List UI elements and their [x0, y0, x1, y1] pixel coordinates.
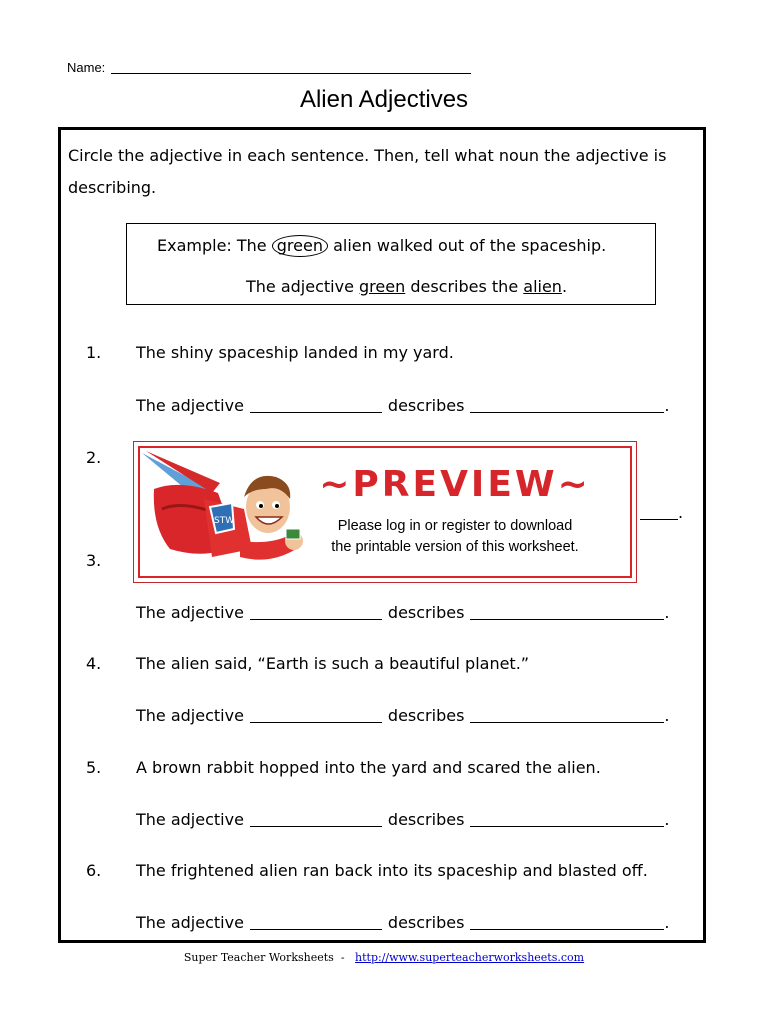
- example-answer-adjective: green: [359, 277, 406, 296]
- noun-blank[interactable]: [640, 505, 678, 520]
- question-number: 2.: [86, 448, 102, 467]
- example-answer-middle: describes the: [410, 277, 519, 296]
- noun-blank[interactable]: [470, 812, 664, 827]
- example-answer-end: .: [561, 277, 568, 296]
- answer-line: [136, 603, 670, 622]
- answer-end: .: [664, 810, 670, 829]
- answer-before: The adjective: [136, 913, 244, 932]
- name-field: [67, 60, 487, 75]
- answer-before: The adjective: [136, 810, 244, 829]
- example-prefix: Example: The: [157, 236, 267, 255]
- adjective-blank[interactable]: [250, 398, 382, 413]
- answer-before: The adjective: [136, 396, 244, 415]
- superhero-teacher-icon: [140, 449, 310, 577]
- example-answer-before: The adjective: [246, 277, 354, 296]
- worksheet-title: Alien Adjectives: [299, 86, 469, 113]
- name-blank-line[interactable]: [111, 61, 471, 74]
- example-rest: alien walked out of the spaceship.: [333, 236, 607, 255]
- svg-text:STW: STW: [214, 516, 235, 526]
- answer-end: .: [664, 913, 670, 932]
- footer-link[interactable]: http://www.superteacherworksheets.com: [355, 951, 585, 964]
- answer-end: .: [664, 706, 670, 725]
- question-number: 6.: [86, 861, 102, 880]
- question-number: 4.: [86, 654, 102, 673]
- example-circled-word: green: [272, 235, 328, 257]
- answer-middle: describes: [387, 913, 465, 932]
- adjective-blank[interactable]: [250, 812, 382, 827]
- footer-separator: -: [340, 951, 345, 964]
- question-sentence: The alien said, “Earth is such a beautiful planet.”: [136, 654, 530, 673]
- answer-line: [136, 810, 670, 829]
- preview-message-line2: the printable version of this worksheet.: [331, 539, 579, 555]
- example-answer: [246, 277, 567, 296]
- answer-middle: describes: [387, 706, 465, 725]
- footer: [0, 951, 768, 964]
- answer-before: The adjective: [136, 603, 244, 622]
- answer-line: [136, 706, 670, 725]
- noun-blank[interactable]: [470, 915, 664, 930]
- question-number: 1.: [86, 343, 102, 362]
- answer-middle: describes: [387, 396, 465, 415]
- preview-message-line1: Please log in or register to download: [337, 518, 573, 534]
- name-label: Name:: [67, 60, 106, 75]
- answer-end: .: [664, 396, 670, 415]
- question-number: 5.: [86, 758, 102, 777]
- example-answer-noun: alien: [523, 277, 562, 296]
- noun-blank[interactable]: [470, 708, 664, 723]
- question-number: 3.: [86, 551, 102, 570]
- answer-middle: describes: [387, 810, 465, 829]
- adjective-blank[interactable]: [250, 915, 382, 930]
- example-sentence: [157, 236, 606, 255]
- answer-end: .: [664, 603, 670, 622]
- footer-site-name: Super Teacher Worksheets: [183, 951, 334, 964]
- answer-line: [136, 396, 670, 415]
- answer-line: [136, 913, 670, 932]
- answer-before: The adjective: [136, 706, 244, 725]
- question-sentence: The shiny spaceship landed in my yard.: [136, 343, 454, 362]
- instructions: Circle the adjective in each sentence. Then, tell what noun the adjective is describing.: [68, 146, 667, 197]
- adjective-blank[interactable]: [250, 708, 382, 723]
- noun-blank[interactable]: [470, 398, 664, 413]
- question-sentence: A brown rabbit hopped into the yard and scared the alien.: [136, 758, 601, 777]
- answer-middle: describes: [387, 603, 465, 622]
- adjective-blank[interactable]: [250, 605, 382, 620]
- noun-blank[interactable]: [470, 605, 664, 620]
- preview-title: ~PREVIEW~: [319, 464, 591, 505]
- question-sentence: The frightened alien ran back into its spaceship and blasted off.: [136, 861, 648, 880]
- preview-message: [300, 516, 610, 558]
- obscured-answer-end: .: [640, 503, 683, 522]
